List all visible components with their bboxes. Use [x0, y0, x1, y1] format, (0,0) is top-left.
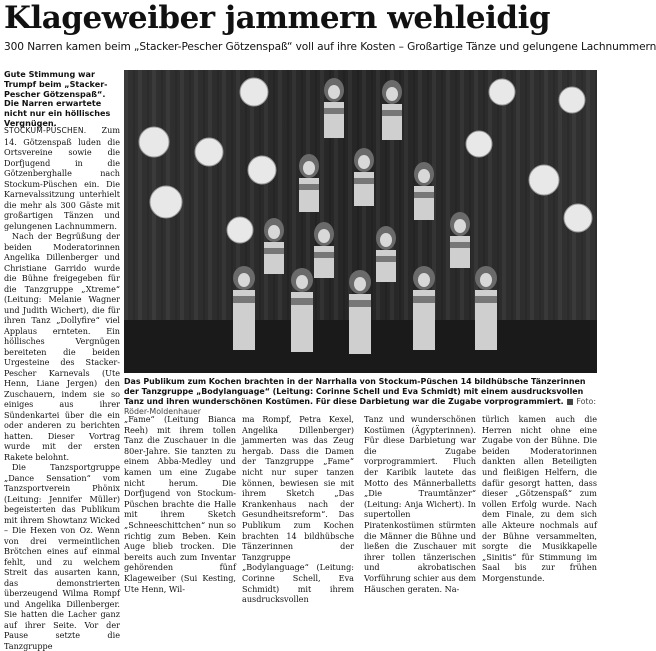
- article-column-5: türlich kamen auch die Herren nicht ohne eine Zugabe von der Bühne. Die beiden Moderatorinnen dankten allen Beteiligten und fleißigen Helfern, die dafür gesorgt hatten, dass dieser „Götzenspaß“ zum vollen Erfolg wurde. Nach dem Finale, zu dem sich alle Akteure nochmals auf der Bühne versammelten, sorgte die Musikkapelle „Sinitis“ für Stimmung im Saal bis zur frühen Morgenstunde.: [482, 414, 597, 583]
- article-headline: Klageweiber jammern wehleidig: [4, 0, 551, 36]
- dancers-photo-illustration: [124, 70, 597, 373]
- article-paragraph: [4, 125, 120, 231]
- article-teaser: Gute Stimmung war Trumpf beim „Stacker-Pescher Götzenspaß“. Die Narren erwartete nicht nur ein höllisches Vergnügen.: [4, 69, 111, 128]
- article-column-3: ma Rompf, Petra Kexel, Angelika Dillenberger) jammerten was das Zeug hergab. Dass die Damen der Tanzgruppe „Fame“ nicht nur super tanzen können, bewiesen sie mit ihrem Sketch „Das Krankenhaus nach der Gesundheitsreform“. Das Publikum zum Kochen brachten 14 bildhübsche Tänzerinnen der Tanzgruppe „Bodylanguage“ (Leitung: Corinne Schell, Eva Schmidt) mit ihrem ausdrucksvollen: [242, 414, 354, 605]
- article-paragraph: Nach der Begrüßung der beiden Moderatorinnen Angelika Dillenberger und Christiane Garrido wurde die Bühne freigegeben für die Tanzgruppe „Xtreme“ (Leitung: Melanie Wagner und Judith Wichert), die für ihren Tanz „Dollyfire“ viel Applaus ernteten. Ein höllisches Vergnügen bereiteten die beiden Urgesteine des Stacker-Pescher Karnevals (Ute Henn, Liane Jergen) den Zuschauern, indem sie so einiges aus ihrer Sündenkartei über die ein oder anderen zu berichten hatten. Dieser Vortrag wurde mit der ersten Rakete belohnt.: [4, 231, 120, 462]
- article-paragraph-text: Zum 14. Götzenspaß luden die Ortsvereine sowie die Dorfjugend in die Götzenberghalle nach Stockum-Püschen ein. Die Karnevalssitzung unterhielt die mehr als 300 Gäste mit großartigen Tänzen und gelungenen Lachnummern.: [4, 125, 120, 231]
- article-dateline: STOCKUM-PÜSCHEN.: [4, 126, 87, 135]
- article-subline: 300 Narren kamen beim „Stacker-Pescher Götzenspaß“ voll auf ihre Kosten – Großartige Tänze und gelungene Lachnummern: [4, 41, 656, 53]
- article-paragraph: Die Tanzsportgruppe „Dance Sensation“ vom Tanzsportverein Phönix (Leitung: Jennifer Müller) begeisterten das Publikum mit ihrem Showtanz Wicked – Die Hexen von Oz. Wenn von drei vermeintlichen Brötchen eines auf einmal fehlt, und zu welchem Streit das ausarten kann, das demonstrierten überzeugend Wilma Rompf und Angelika Dillenberger. Sie hatten die Lacher ganz auf ihrer Seite. Vor der Pause setzte die Tanzgruppe: [4, 462, 120, 651]
- article-column-4: Tanz und wunderschönen Kostümen (Ägypterinnen). Für diese Darbietung war die Zugabe vorprogrammiert. Fluch der Karibik lautete das Motto des Männerballetts „Die Traumtänzer“ (Leitung: Anja Wichert). In supertollen Piratenkostümen stürmten die Männer die Bühne und ließen die Zuschauer mit ihrer tollen tänzerischen und akrobatischen Vorführung schier aus dem Häuschen geraten. Na-: [364, 414, 476, 594]
- article-left-column: [4, 125, 120, 651]
- photo-caption-text: Das Publikum zum Kochen brachten in der Narrhalla von Stockum-Püschen 14 bildhübsche Tänzerinnen der Tanzgruppe „Bodylanguage“ (Leitung: Corinne Schell und Eva Schmidt) mit einem ausdrucksvollen Tanz und ihren wunderschönen Kostümen. Für diese Darbietung war die Zugabe vorprogrammiert.: [124, 377, 586, 406]
- photo-credit: ■ Foto: Röder-Moldenhauer: [124, 397, 597, 416]
- article-photo: [124, 70, 597, 373]
- photo-caption: [124, 377, 597, 417]
- article-column-2: „Fame“ (Leitung Bianca Reeh) mit ihrem tollen Tanz die Zuschauer in die 80er-Jahre. Sie tanzten zu einem Abba-Medley und kamen um eine Zugabe nicht herum. Die Dorfjugend von Stockum-Püschen brachte die Halle mit ihrem Sketch „Schneeschittchen“ nun so richtig zum Beben. Kein Auge blieb trocken. Die bereits auch zum Inventar gehörenden fünf Klageweiber (Sui Kesting, Ute Henn, Wil-: [124, 414, 236, 594]
